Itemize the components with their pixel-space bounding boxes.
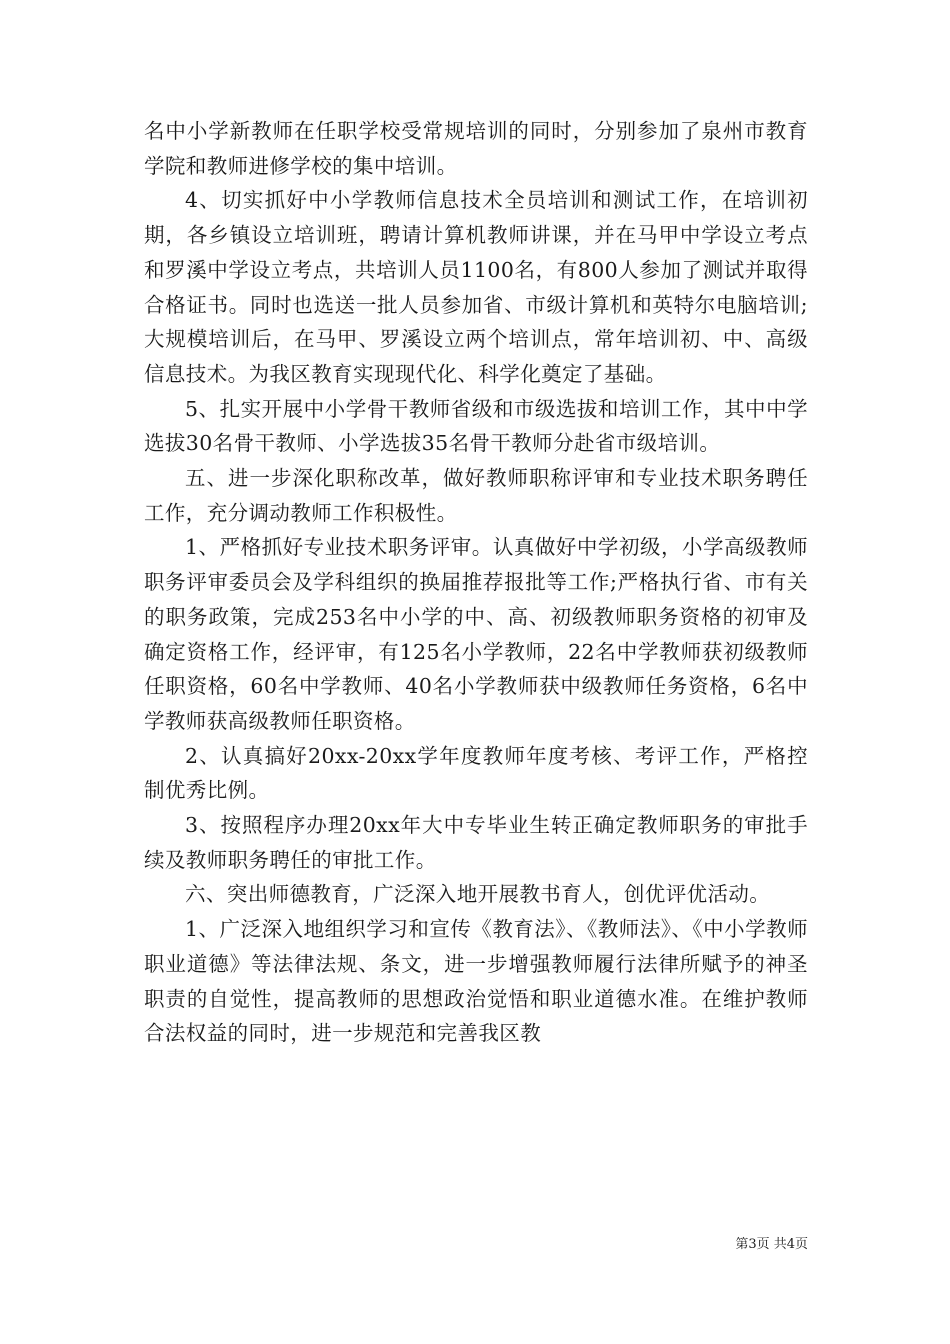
paragraph-item-5: 5、扎实开展中小学骨干教师省级和市级选拔和培训工作，其中中学选拔30名骨干教师、小学选拔35名骨干教师分赴省市级培训。 <box>144 396 808 456</box>
paragraph-item-2: 2、认真搞好20xx-20xx学年度教师年度考核、考评工作，严格控制优秀比例。 <box>144 743 808 803</box>
page-number: 第3页 共4页 <box>735 1237 808 1252</box>
paragraph-item-1-ethics: 1、广泛深入地组织学习和宣传《教育法》、《教师法》、《中小学教师职业道德》等法律法规、条文，进一步增强教师履行法律所赋予的神圣职责的自觉性，提高教师的思想政治觉悟和职业道德水准。在维护教师合法权益的同时，进一步规范和完善我区教 <box>144 917 808 1046</box>
document-body <box>144 114 808 1051</box>
paragraph-item-4: 4、切实抓好中小学教师信息技术全员培训和测试工作，在培训初期，各乡镇设立培训班，聘请计算机教师讲课，并在马甲中学设立考点和罗溪中学设立考点，共培训人员1100名，有800人参加了测试并取得合格证书。同时也选送一批人员参加省、市级计算机和英特尔电脑培训;大规模培训后，在马甲、罗溪设立两个培训点，常年培训初、中、高级信息技术。为我区教育实现现代化、科学化奠定了基础。 <box>144 188 808 386</box>
paragraph-continuation: 名中小学新教师在任职学校受常规培训的同时，分别参加了泉州市教育学院和教师进修学校的集中培训。 <box>144 119 808 178</box>
section-heading-6: 六、突出师德教育，广泛深入地开展教书育人，创优评优活动。 <box>185 882 771 907</box>
paragraph-item-3: 3、按照程序办理20xx年大中专毕业生转正确定教师职务的审批手续及教师职务聘任的审批工作。 <box>144 813 808 872</box>
paragraph-item-1: 1、严格抓好专业技术职务评审。认真做好中学初级，小学高级教师职务评审委员会及学科组织的换届推荐报批等工作;严格执行省、市有关的职务政策，完成253名中小学的中、高、初级教师职务资格的初审及确定资格工作，经评审，有125名小学教师，22名中学教师获初级教师任职资格，60名中学教师、40名小学教师获中级教师任务资格，6名中学教师获高级教师任职资格。 <box>144 535 808 733</box>
section-heading-5: 五、进一步深化职称改革，做好教师职称评审和专业技术职务聘任工作，充分调动教师工作积极性。 <box>144 466 808 525</box>
